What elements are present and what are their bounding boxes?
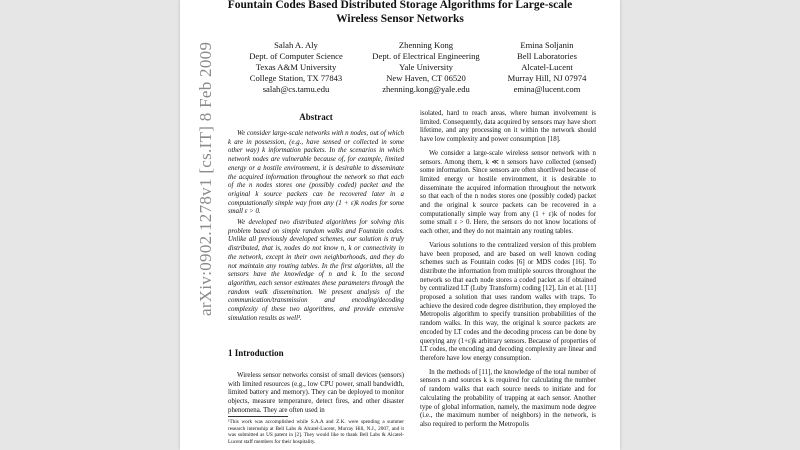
author-city: College Station, TX 77843: [249, 73, 343, 83]
abstract-paragraph: We developed two distributed algorithms for solving this problem based on simple random walks and Fountain codes. Unlike all previously developed schemes, our solution is truly distributed, that is, nodes do not know n, k or connectivity in the network, except in their own neighborhoods, and they do not maintain any routing tables. In the first algorithm, all the sensors have the knowledge of n and k. In the second algorithm, each sensor estimates these parameters through the random walk dissemination. We present analysis of the communication/transmission and encoding/decoding complexity of these two algorithms, and provide extensive simulation results as well¹.: [228, 219, 404, 322]
author-dept: Dept. of Computer Science: [249, 51, 343, 61]
abstract-body: [228, 130, 404, 325]
abstract-paragraph: We consider large-scale networks with n nodes, out of which k are in possession, (e.g., have sensed or collected in some other way) k information packets. In the scenarios in which network nodes are vulnerable because of, for example, limited energy or a hostile environment, it is desirable to disseminate the acquired information throughout the network so that each of the n nodes stores one (possibly coded) packet and the original k source packets can be recovered later in a computationally simple way from any (1 + ε)k nodes for some small ε > 0.: [228, 130, 404, 216]
right-column: [420, 110, 596, 435]
author-email: emina@lucent.com: [513, 84, 581, 94]
arxiv-sidebar-stamp: arXiv:0902.1278v1 [cs.IT] 8 Feb 2009: [196, 41, 215, 316]
section-heading: 1 Introduction: [228, 348, 284, 358]
author-name: Emina Soljanin: [520, 40, 574, 50]
author-block-1: [236, 40, 356, 95]
right-column-paragraph: Various solutions to the centralized version of this problem have been proposed, and are based on well known coding schemes such as Fountain codes [6] or MDS codes [16]. To distribute the information from multiple sources throughout the network so that each node stores a coded packet as if obtained by centralized LT (Luby Transform) coding [12], Lin et al. [11] proposed a solution that uses random walks with traps. To achieve the desired code degree distribution, they employed the Metropolis algorithm to specify transition probabilities of the random walks. In this way, the original k source packets are encoded by LT codes and the decoding process can be done by querying any (1+ε)k arbitrary sensors. Because of properties of LT codes, the encoding and decoding complexity are linear and therefore have low energy consumption.: [420, 241, 596, 362]
footnote-divider: [228, 416, 288, 417]
right-column-paragraph: We consider a large-scale wireless sensor network with n sensors. Among them, k ≪ n sensors have collected (sensed) some information. Since sensors are often shortlived because of limited energy or hostile environment, it is desirable to disseminate the acquired information throughout the network so that each of the n nodes stores one (possibly coded) packet and the original k source packets can be recovered in a computationally simple way from any (1 + ε)k of nodes for some small ε > 0. Here, the sensors do not know locations of each other, and they do not maintain any routing tables.: [420, 149, 596, 236]
right-column-paragraph: isolated, hard to reach areas, where human involvement is limited. Consequently, data acquired by sensors may have short lifetime, and any processing on it within the network should have low complexity and power consumption [18].: [420, 110, 596, 144]
paper-title: Fountain Codes Based Distributed Storage Algorithms for Large-scale Wireless Sensor Networks: [227, 0, 573, 25]
author-name: Salah A. Aly: [274, 40, 318, 50]
author-dept: Bell Laboratories: [517, 51, 577, 61]
author-city: New Haven, CT 06520: [386, 73, 466, 83]
author-block-3: [492, 40, 602, 95]
author-org: Alcatel-Lucent: [521, 62, 573, 72]
author-city: Murray Hill, NJ 07974: [507, 73, 587, 83]
author-name: Zhenning Kong: [398, 40, 454, 50]
footnote: ¹This work was accomplished while S.A.A and Z.K. were spending a summer research internship at Bell Labs & Alcatel-Lucent, Murray Hill, N.J., 2007, and it was submitted as US patent in [2]. They would like to thank Bell Labs & Alcatel-Lucent staff members for their hospitality.: [228, 419, 404, 445]
introduction-body: [228, 372, 404, 416]
introduction-paragraph: Wireless sensor networks consist of small devices (sensors) with limited resources (e.g., low CPU power, small bandwidth, limited battery and memory). They can be deployed to monitor objects, measure temperature, detect fires, and other disaster phenomena. They are often used in: [228, 372, 404, 414]
abstract-heading: Abstract: [299, 112, 333, 122]
author-org: Texas A&M University: [255, 62, 337, 72]
author-block-2: [358, 40, 494, 95]
author-dept: Dept. of Electrical Engineering: [372, 51, 480, 61]
author-org: Yale University: [399, 62, 453, 72]
author-email: salah@cs.tamu.edu: [262, 84, 330, 94]
right-column-paragraph: In the methods of [11], the knowledge of the total number of sensors n and sources k is required for calculating the number of random walks that each source needs to initiate and for calculating the probability of trapping at each sensor. Another type of global information, namely, the maximum node degree (i.e., the maximum number of neighbors) in the network, is also required to perform the Metropolis: [420, 368, 596, 428]
author-email: zhenning.kong@yale.edu: [382, 84, 470, 94]
